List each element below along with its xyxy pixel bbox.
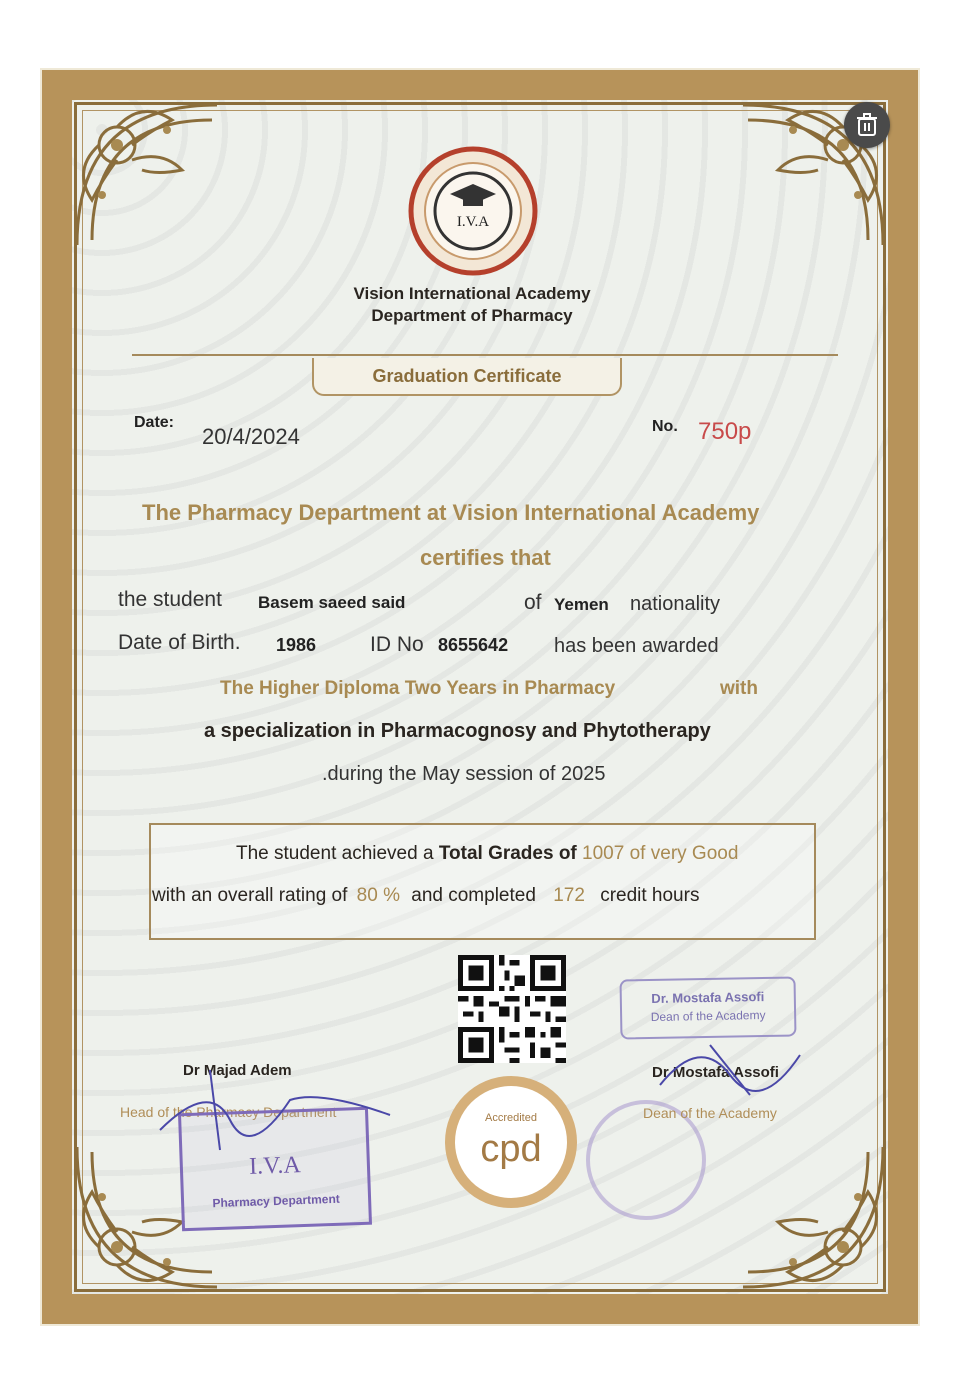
rating-word: very Good — [650, 843, 739, 864]
student-name: Basem saeed said — [258, 593, 406, 612]
with-text: with — [720, 678, 758, 699]
date-label: Date: — [134, 414, 175, 431]
student-prefix: the student — [118, 588, 222, 611]
svg-text:I.V.A: I.V.A — [456, 214, 490, 230]
department-stamp-text: Pharmacy Department — [212, 1191, 341, 1211]
intro-line-2: certifies that — [420, 545, 551, 570]
intro-line-1: The Pharmacy Department at Vision International Academy — [142, 500, 760, 525]
diploma-name: The Higher Diploma Two Years in Pharmacy — [220, 678, 616, 699]
cpd-mark: cpd — [480, 1128, 542, 1170]
percent-value: 80 % — [356, 885, 400, 906]
academy-heading — [262, 283, 682, 327]
of-label: of — [524, 591, 542, 614]
grades-box — [149, 823, 816, 940]
number-value: 750p — [698, 418, 752, 445]
cpd-accredited-badge — [442, 1073, 580, 1211]
cpd-accredited-text: Accredited — [485, 1112, 537, 1124]
right-signatory-title: Dean of the Academy — [643, 1105, 777, 1121]
certificate-title: Graduation Certificate — [312, 358, 622, 396]
grades-line-1 — [236, 843, 738, 865]
qr-code-icon — [458, 955, 566, 1063]
grades-prefix: The student achieved a — [236, 843, 434, 864]
awarded-text: has been awarded — [554, 635, 719, 657]
date-value: 20/4/2024 — [202, 424, 300, 449]
trash-icon — [856, 113, 878, 137]
corner-ornament-icon — [72, 100, 222, 250]
specialization: a specialization in Pharmacognosy and Phytotherapy — [204, 720, 711, 742]
of-text: of — [629, 843, 646, 864]
left-signature-icon — [150, 1060, 410, 1160]
nationality-value: Yemen — [554, 595, 609, 614]
department-name: Department of Pharmacy — [371, 306, 573, 325]
id-value: 8655642 — [438, 635, 509, 655]
left-signatory-name: Dr Majad Adem — [183, 1062, 292, 1079]
header-divider — [132, 354, 838, 356]
completed-text: and completed — [411, 885, 536, 906]
corner-ornament-icon — [738, 1142, 888, 1292]
academy-seal-logo — [400, 146, 546, 276]
dob-label: Date of Birth. — [118, 631, 241, 654]
academy-name: Vision International Academy — [353, 284, 591, 303]
id-label: ID No — [370, 633, 424, 656]
right-signatory-name: Dr Mostafa Assofi — [652, 1064, 779, 1081]
total-value: 1007 — [582, 843, 625, 864]
credit-value: 172 — [553, 885, 585, 906]
number-label: No. — [652, 418, 678, 435]
dean-stamp-name: Dr. Mostafa Assofi — [651, 989, 765, 1006]
session-text: .during the May session of 2025 — [322, 763, 606, 785]
nationality-suffix: nationality — [630, 593, 721, 615]
dean-stamp-title: Dean of the Academy — [650, 1007, 766, 1024]
total-label: Total Grades of — [438, 843, 577, 864]
right-signature-icon — [650, 1025, 830, 1115]
left-signatory-title: Head of the Pharmacy Department — [120, 1104, 337, 1120]
department-stamp-abbr: I.V.A — [248, 1152, 302, 1180]
credit-suffix: credit hours — [600, 885, 700, 906]
delete-button[interactable] — [844, 102, 890, 148]
grades-line-2 — [152, 885, 699, 907]
dob-value: 1986 — [276, 635, 317, 655]
rating-prefix: with an overall rating of — [152, 885, 348, 906]
